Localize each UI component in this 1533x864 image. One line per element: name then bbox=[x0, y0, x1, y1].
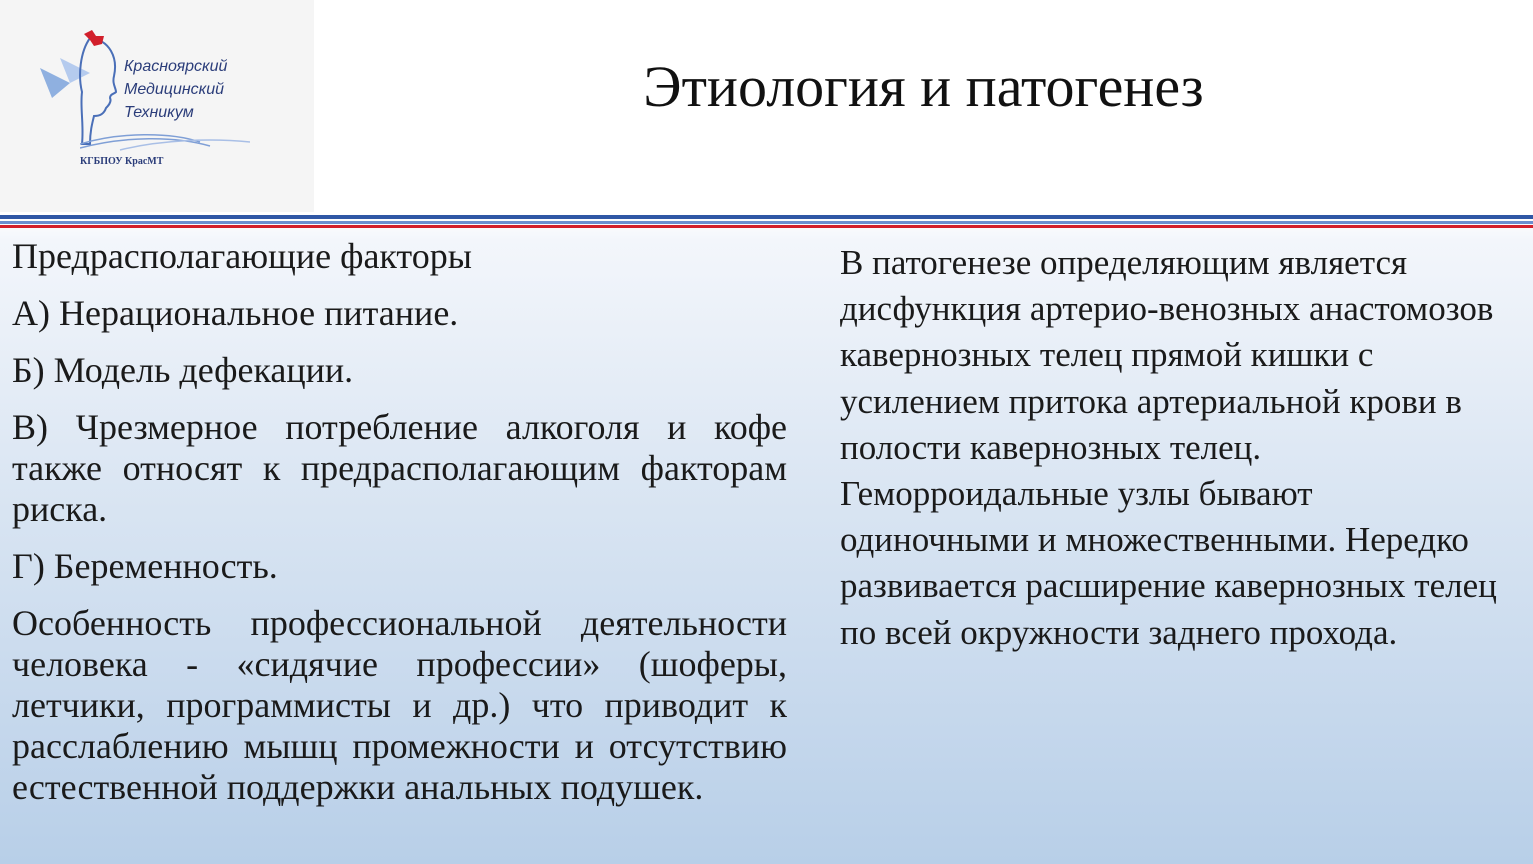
logo-line-1: Красноярский bbox=[124, 58, 228, 75]
logo-line-2: Медицинский bbox=[124, 81, 224, 98]
predisposing-factors-column bbox=[12, 236, 787, 824]
page-title: Этиология и патогенез bbox=[643, 54, 1204, 119]
divider-blue-line bbox=[0, 215, 1533, 219]
divider-light-blue-line bbox=[0, 221, 1533, 224]
factor-b: Б) Модель дефекации. bbox=[12, 350, 354, 390]
factor-v: В) Чрезмерное потребление алкоголя и кофе также относят к предрасполагающим факторам риска. bbox=[12, 407, 787, 529]
factor-g: Г) Беременность. bbox=[12, 546, 278, 586]
logo-text bbox=[124, 55, 304, 124]
college-logo bbox=[0, 0, 314, 212]
factors-heading: Предрасполагающие факторы bbox=[12, 236, 472, 276]
pathogenesis-column bbox=[840, 240, 1510, 656]
factor-a: А) Нерациональное питание. bbox=[12, 293, 459, 333]
logo-subtitle: КГБПОУ КрасМТ bbox=[80, 156, 164, 167]
occupation-paragraph: Особенность профессиональной деятельности человека - «сидячие профессии» (шоферы, летчики, программисты и др.) что приводит к расслаблению мышц промежности и отсутствию естественной поддержки анальных подушек. bbox=[12, 603, 787, 807]
divider-red-line bbox=[0, 225, 1533, 228]
logo-line-3: Техникум bbox=[124, 104, 194, 121]
open-book-icon bbox=[80, 128, 250, 152]
header-divider bbox=[0, 215, 1533, 229]
pathogenesis-paragraph: В патогенезе определяющим является дисфункция артерио-венозных анастомозов кавернозных телец прямой кишки с усилением притока артериальной крови в полости кавернозных телец. Геморроидальные узлы бывают одиночными и множественными. Нередко развивается расширение кавернозных телец по всей окружности заднего прохода. bbox=[840, 243, 1497, 652]
